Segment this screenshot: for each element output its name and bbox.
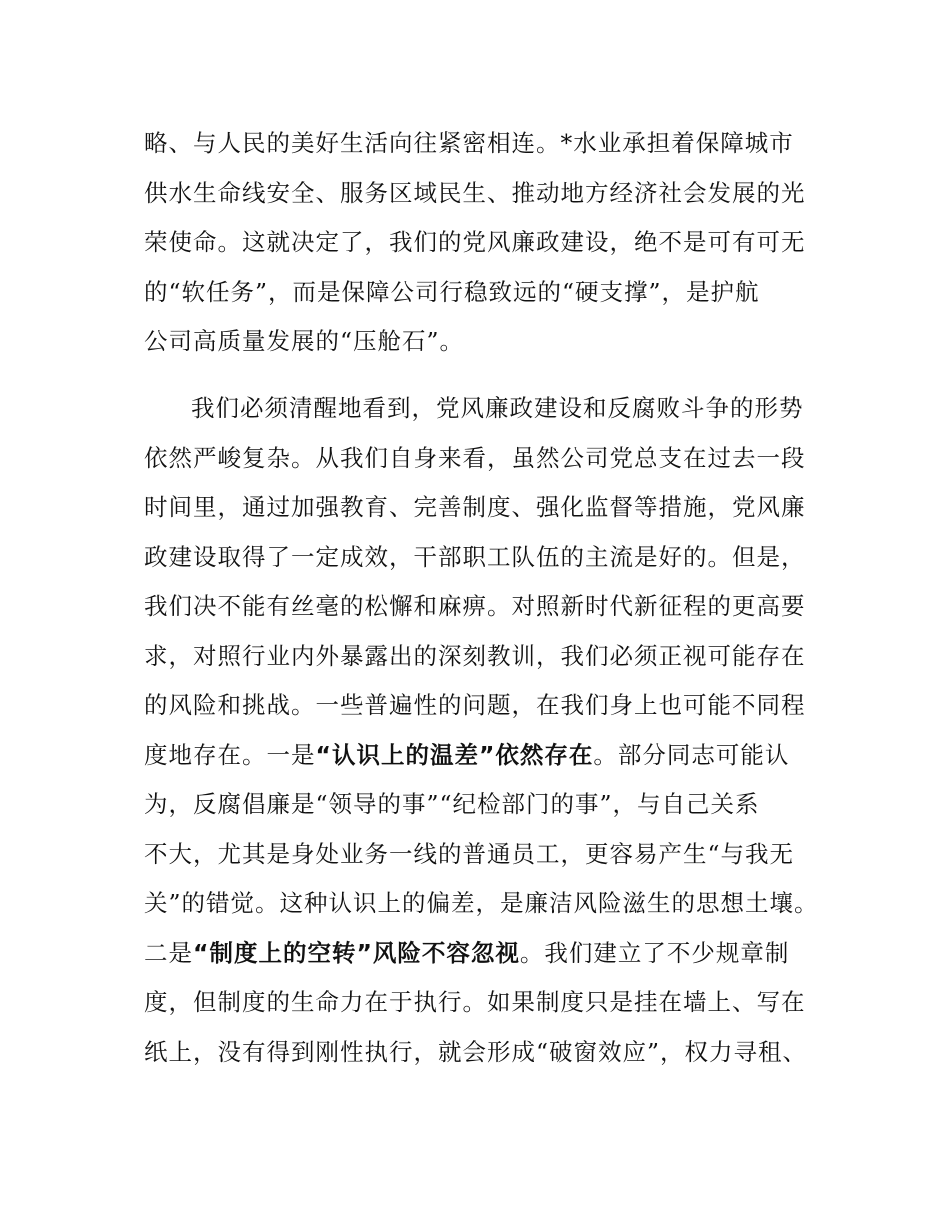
text-line: 依然严峻复杂。从我们自身来看，虽然公司党总支在过去一段 <box>144 443 806 472</box>
text-line: 不大，尤其是身处业务一线的普通员工，更容易产生“与我无 <box>144 839 795 868</box>
text-line: 为，反腐倡廉是“领导的事”“纪检部门的事”，与自己关系 <box>144 790 760 818</box>
text-line: 时间里，通过加强教育、完善制度、强化监督等措施，党风廉 <box>144 493 806 521</box>
text-line <box>144 929 824 979</box>
text-line: 公司高质量发展的“压舱石”。 <box>144 327 465 355</box>
text-line: 关”的错觉。这种认识上的偏差，是廉洁风险滋生的思想土壤。 <box>144 889 819 917</box>
text-line: 略、与人民的美好生活向往紧密相连。*水业承担着保障城市 <box>144 129 794 157</box>
text-run: 度地存在。一是 <box>144 740 316 769</box>
text-line: 的“软任务”，而是保障公司行稳致远的“硬支撑”，是护航 <box>144 277 760 306</box>
text-line: 纸上，没有得到刚性执行，就会形成“破窗效应”，权力寻租、 <box>144 1037 808 1066</box>
text-line <box>144 731 824 781</box>
text-line: 求，对照行业内外暴露出的深刻教训，我们必须正视可能存在 <box>144 641 806 670</box>
bold-heading-run: “制度上的空转”风险不容忽视 <box>193 938 520 967</box>
text-line: 荣使命。这就决定了，我们的党风廉政建设，绝不是可有可无 <box>144 228 806 256</box>
text-line: 供水生命线安全、服务区域民生、推动地方经济社会发展的光 <box>144 178 806 207</box>
text-line: 度，但制度的生命力在于执行。如果制度只是挂在墙上、写在 <box>144 988 806 1016</box>
text-run: 。部分同志可能认 <box>593 740 790 769</box>
paragraph-1 <box>144 119 824 367</box>
paragraph-2 <box>144 384 824 1077</box>
text-run: 。我们建立了不少规章制 <box>519 938 790 967</box>
text-line: 我们必须清醒地看到，党风廉政建设和反腐败斗争的形势 <box>191 394 804 422</box>
text-line: 的风险和挑战。一些普遍性的问题，在我们身上也可能不同程 <box>144 691 806 719</box>
text-run: 二是 <box>144 938 193 967</box>
bold-heading-run: “认识上的温差”依然存在 <box>315 740 594 769</box>
text-line: 我们决不能有丝毫的松懈和麻痹。对照新时代新征程的更高要 <box>144 592 806 620</box>
text-line: 政建设取得了一定成效，干部职工队伍的主流是好的。但是， <box>144 542 806 571</box>
